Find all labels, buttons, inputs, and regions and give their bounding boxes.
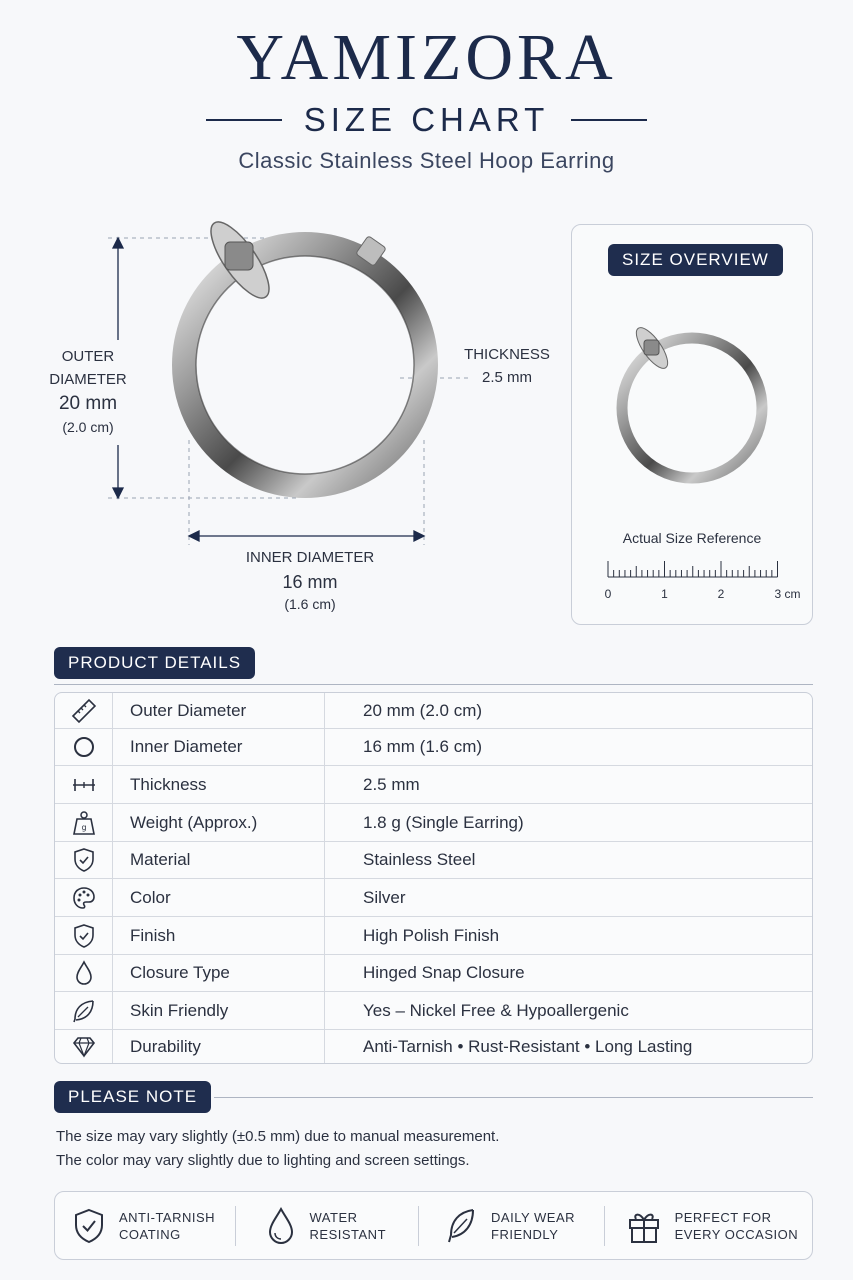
row-label: Inner Diameter	[113, 729, 325, 765]
product-details-header	[54, 648, 255, 678]
product-details-table	[54, 692, 813, 1064]
thickness-title: THICKNESS	[464, 346, 550, 363]
feature-water-resistant	[236, 1192, 419, 1259]
row-icon-cell	[55, 693, 113, 728]
row-value: Silver	[363, 887, 406, 907]
subtitle-row	[0, 100, 853, 140]
table-row	[55, 766, 812, 804]
table-row	[55, 917, 812, 955]
row-label: Closure Type	[113, 955, 325, 991]
row-label: Material	[113, 842, 325, 878]
row-icon-cell	[55, 766, 113, 803]
subtitle: SIZE CHART	[303, 101, 550, 138]
ruler-tick-label: 3 cm	[774, 587, 801, 601]
outer-label-line1: OUTER	[61, 348, 115, 365]
divider-left	[206, 119, 282, 121]
size-overview-title: SIZE OVERVIEW	[608, 244, 783, 276]
row-icon-cell	[55, 729, 113, 765]
weight-icon	[69, 808, 99, 838]
svg-text:g: g	[80, 822, 87, 832]
row-value: High Polish Finish	[363, 925, 500, 945]
row-value: Stainless Steel	[363, 850, 476, 869]
row-icon-cell	[55, 917, 113, 954]
product-tagline: Classic Stainless Steel Hoop Earring	[238, 148, 615, 173]
feature-2-line2: RESISTANT	[309, 1226, 387, 1242]
row-icon-cell	[55, 955, 113, 991]
please-note-header	[54, 1082, 211, 1112]
divider-right	[571, 119, 647, 121]
please-note-title: PLEASE NOTE	[54, 1081, 211, 1113]
row-value: 2.5 mm	[363, 774, 420, 794]
ruler-tick-label: 1	[661, 587, 668, 601]
row-icon-cell	[55, 804, 113, 841]
water-drop-icon	[266, 1206, 296, 1246]
feature-every-occasion	[605, 1192, 812, 1259]
product-details-title: PRODUCT DETAILS	[54, 647, 255, 679]
thickness-icon	[69, 770, 99, 800]
row-label: Finish	[113, 917, 325, 954]
table-row	[55, 992, 812, 1030]
actual-size-earring-image	[572, 225, 812, 525]
row-label: Outer Diameter	[113, 693, 325, 728]
table-row	[55, 804, 812, 842]
row-value: Yes – Nickel Free & Hypoallergenic	[363, 1000, 629, 1020]
ruler-icon	[69, 696, 99, 726]
thickness-label	[454, 346, 560, 386]
circle-icon	[69, 732, 99, 762]
gift-icon	[627, 1208, 661, 1244]
shield-check-icon	[73, 1208, 105, 1244]
row-label: Color	[113, 879, 325, 916]
inner-value: 16 mm	[282, 572, 338, 592]
row-label: Durability	[113, 1030, 325, 1064]
feature-4-line2: EVERY OCCASION	[674, 1226, 799, 1242]
diamond-icon	[69, 1032, 99, 1062]
table-row	[55, 955, 812, 992]
note-rule	[214, 1097, 813, 1098]
table-row	[55, 842, 812, 879]
table-row	[55, 879, 812, 917]
shield-check-icon	[69, 921, 99, 951]
outer-diameter-label	[38, 348, 138, 435]
leaf-icon	[69, 996, 99, 1026]
outer-label-line2: DIAMETER	[49, 371, 127, 388]
size-overview-card	[571, 224, 813, 625]
feature-1-line2: COATING	[119, 1226, 181, 1242]
note-line-2: The color may vary slightly due to lighting and screen settings.	[56, 1152, 470, 1169]
thickness-value: 2.5 mm	[481, 369, 532, 386]
row-value: 16 mm (1.6 cm)	[363, 737, 483, 756]
row-label: Skin Friendly	[113, 992, 325, 1029]
feature-anti-tarnish	[55, 1192, 235, 1259]
feature-3-line2: FRIENDLY	[491, 1226, 559, 1242]
ruler-tick-label: 0	[604, 587, 612, 601]
table-row	[55, 693, 812, 729]
earring-diagram	[0, 200, 560, 640]
feature-1-line1: ANTI-TARNISH	[119, 1209, 216, 1225]
inner-title: INNER DIAMETER	[245, 549, 375, 566]
row-icon-cell	[55, 842, 113, 878]
outer-value: 20 mm	[58, 393, 118, 414]
actual-size-reference-label: Actual Size Reference	[622, 530, 762, 546]
inner-diameter-label	[210, 549, 410, 612]
table-row	[55, 1030, 812, 1064]
ruler-tick-label: 2	[717, 587, 725, 601]
details-rule	[54, 684, 813, 685]
inner-value-cm: (1.6 cm)	[284, 596, 336, 612]
table-row	[55, 729, 812, 766]
row-icon-cell	[55, 992, 113, 1029]
feature-3-line1: DAILY WEAR	[491, 1209, 576, 1225]
row-value: 20 mm (2.0 cm)	[363, 700, 483, 720]
palette-icon	[69, 883, 99, 913]
feature-2-line1: WATER	[309, 1209, 358, 1225]
cm-ruler	[572, 557, 812, 607]
row-label: Thickness	[113, 766, 325, 803]
row-value: Hinged Snap Closure	[363, 963, 525, 982]
row-value: 1.8 g (Single Earring)	[363, 812, 524, 832]
row-icon-cell	[55, 1030, 113, 1064]
row-label: Weight (Approx.)	[113, 804, 325, 841]
features-bar	[54, 1191, 813, 1260]
feather-icon	[445, 1207, 477, 1245]
feature-daily-wear	[419, 1192, 604, 1259]
note-line-1: The size may vary slightly (±0.5 mm) due to manual measurement.	[56, 1128, 500, 1145]
feature-4-line1: PERFECT FOR	[674, 1209, 772, 1225]
row-value: Anti-Tarnish • Rust-Resistant • Long Lasting	[363, 1037, 693, 1056]
outer-value-cm: (2.0 cm)	[62, 419, 114, 435]
shield-check-icon	[69, 845, 99, 875]
brand-title: YAMIZORA	[236, 21, 617, 94]
drop-icon	[69, 958, 99, 988]
row-icon-cell	[55, 879, 113, 916]
